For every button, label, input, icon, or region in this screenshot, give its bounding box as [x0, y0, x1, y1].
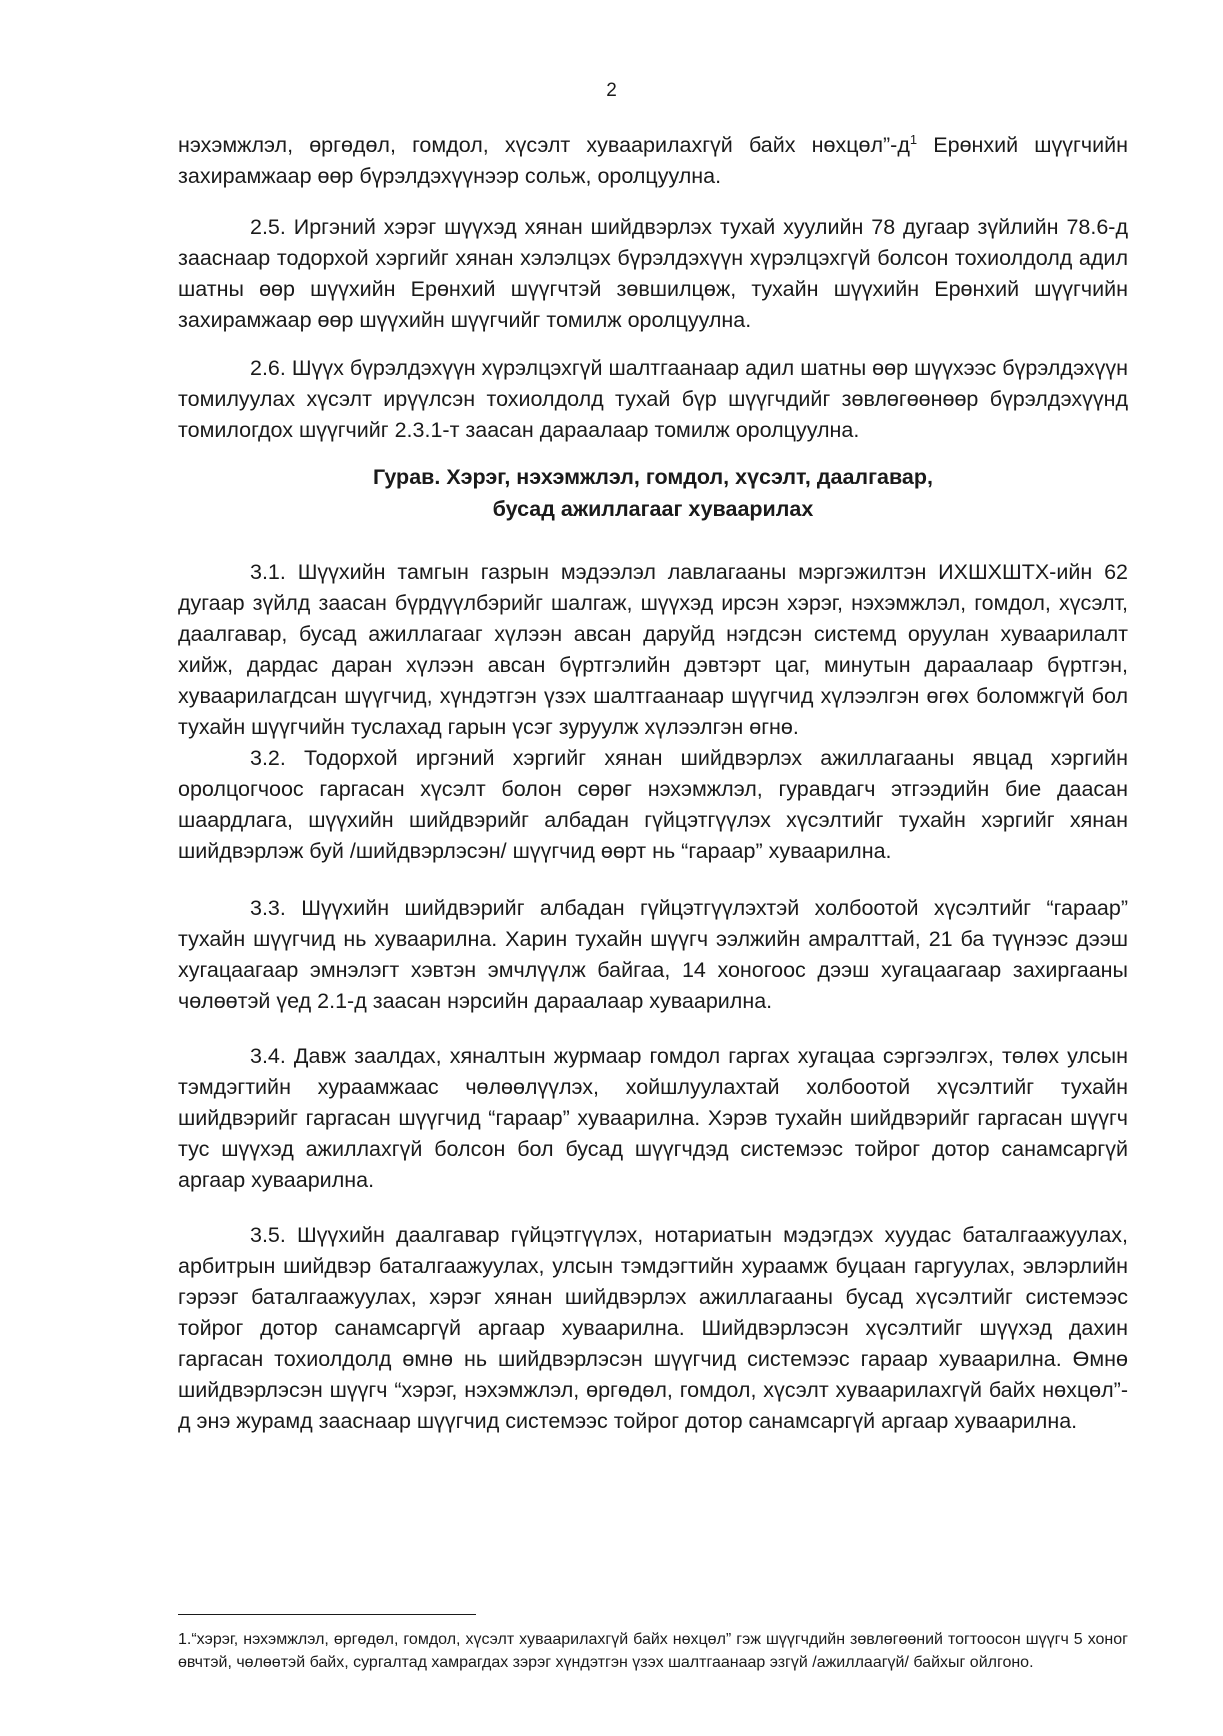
- paragraph-3-3: 3.3. Шүүхийн шийдвэрийг албадан гүйцэтгүүлэхтэй холбоотой хүсэлтийг “гараар” тухайн шүүгчид нь хуваарилна. Харин тухайн шүүгч ээлжийн амралттай, 21 ба түүнээс дээш хугацаагаар эмнэлэгт хэвтэн эмчлүүлж байгаа, 14 хоногоос дээш хугацаагаар захиргааны чөлөөтэй үед 2.1-д заасан нэрсийн дараалаар хуваарилна.: [178, 896, 1128, 1013]
- section-heading-line-2: бусад ажиллагааг хуваарилах: [492, 497, 814, 521]
- paragraph-3-5: 3.5. Шүүхийн даалгавар гүйцэтгүүлэх, нотариатын мэдэгдэх хуудас баталгаажуулах, арбитрын шийдвэр баталгаажуулах, улсын тэмдэгтийн хураамж буцаан гаргуулах, эвлэрлийн гэрээг баталгаажуулах, хэрэг хянан шийдвэрлэх ажиллагааны бусад хүсэлтийг системээс тойрог дотор санамсаргүй аргаар хуваарилна. Шийдвэрлэсэн хүсэлтийг шүүхэд дахин гаргасан тохиолдолд өмнө нь шийдвэрлэсэн шүүгчид системээс гараар хуваарилна. Өмнө шийдвэрлэсэн шүүгч “хэрэг, нэхэмжлэл, өргөдөл, гомдол, хүсэлт хуваарилахгүй байх нөхцөл”-д энэ журамд зааснаар шүүгчид системээс тойрог дотор санамсаргүй аргаар хуваарилна.: [178, 1223, 1128, 1433]
- paragraph-2-5: 2.5. Иргэний хэрэг шүүхэд хянан шийдвэрлэх тухай хуулийн 78 дугаар зүйлийн 78.6-д зааснаар тодорхой хэргийг хянан хэлэлцэх бүрэлдэхүүн хүрэлцэхгүй болсон тохиолдолд адил шатны өөр шүүхийн Ерөнхий шүүгчтэй зөвшилцөж, тухайн шүүхийн Ерөнхий шүүгчийн захирамжаар өөр шүүхийн шүүгчийг томилж оролцуулна.: [178, 215, 1128, 332]
- document-body: [178, 130, 1128, 1437]
- paragraph-continuation: [178, 130, 1128, 192]
- section-heading-line-1: Гурав. Хэрэг, нэхэмжлэл, гомдол, хүсэлт, даалгавар,: [373, 465, 933, 489]
- paragraph-continuation-tail: Ерөнхий шүүгчийн захирамжаар өөр бүрэлдэхүүнээр сольж, оролцуулна.: [178, 133, 1128, 188]
- footnote-text: 1.“хэрэг, нэхэмжлэл, өргөдөл, гомдол, хүсэлт хуваарилахгүй байх нөхцөл” гэж шүүгчдийн зөвлөгөөний тогтоосон шүүгч 5 хоног өвчтэй, чөлөөтэй байх, сургалтад хамрагдах зэрэг хүндэтгэн үзэх шалтгаанаар эзгүй /ажиллаагүй/ байхыг ойлгоно.: [178, 1631, 1128, 1671]
- footnote-reference: 1: [909, 131, 918, 147]
- paragraph-3-4: 3.4. Давж заалдах, хяналтын журмаар гомдол гаргах хугацаа сэргээлгэх, төлөх улсын тэмдэгтийн хураамжаас чөлөөлүүлэх, хойшлуулахтай холбоотой хүсэлтийг тухайн шийдвэрийг гаргасан шүүгчид “гараар” хуваарилна. Хэрэв тухайн шийдвэрийг гаргасан шүүгч тус шүүхэд ажиллахгүй болсон бол бусад шүүгчдэд системээс тойрог дотор санамсаргүй аргаар хуваарилна.: [178, 1044, 1128, 1192]
- paragraph-3-2: 3.2. Тодорхой иргэний хэргийг хянан шийдвэрлэх ажиллагааны явцад хэргийн оролцогчоос гаргасан хүсэлт болон сөрөг нэхэмжлэл, гуравдагч этгээдийн бие даасан шаардлага, шүүхийн шийдвэрийг албадан гүйцэтгүүлэх хүсэлтийг тухайн хэргийг хянан шийдвэрлэж буй /шийдвэрлэсэн/ шүүгчид өөрт нь “гараар” хуваарилна.: [178, 746, 1128, 863]
- footnote-separator: [178, 1614, 476, 1615]
- paragraph-2-6: 2.6. Шүүх бүрэлдэхүүн хүрэлцэхгүй шалтгаанаар адил шатны өөр шүүхээс бүрэлдэхүүн томилуулах хүсэлт ирүүлсэн тохиолдолд тухай бүр шүүгчдийг зөвлөгөөнөөр бүрэлдэхүүнд томилогдох шүүгчийг 2.3.1-т заасан дараалаар томилж оролцуулна.: [178, 356, 1128, 442]
- paragraph-continuation-text: нэхэмжлэл, өргөдөл, гомдол, хүсэлт хуваарилахгүй байх нөхцөл”-д: [178, 133, 910, 157]
- section-heading: [178, 461, 1128, 525]
- paragraph-3-1: 3.1. Шүүхийн тамгын газрын мэдээлэл лавлагааны мэргэжилтэн ИХШХШТХ-ийн 62 дугаар зүйлд заасан бүрдүүлбэрийг шалгаж, шүүхэд ирсэн хэрэг, нэхэмжлэл, гомдол, хүсэлт, даалгавар, бусад ажиллагааг хүлээн авсан даруйд нэгдсэн системд оруулан хуваарилалт хийж, дардас даран хүлээн авсан бүртгэлийн дэвтэрт цаг, минутын дараалаар бүртгэн, хуваарилагдсан шүүгчид, хүндэтгэн үзэх шалтгаанаар шүүгчид хүлээлгэн өгөх боломжгүй бол тухайн шүүгчийн туслахад гарын үсэг зуруулж хүлээлгэн өгнө.: [178, 560, 1128, 739]
- page-number: 2: [606, 80, 617, 101]
